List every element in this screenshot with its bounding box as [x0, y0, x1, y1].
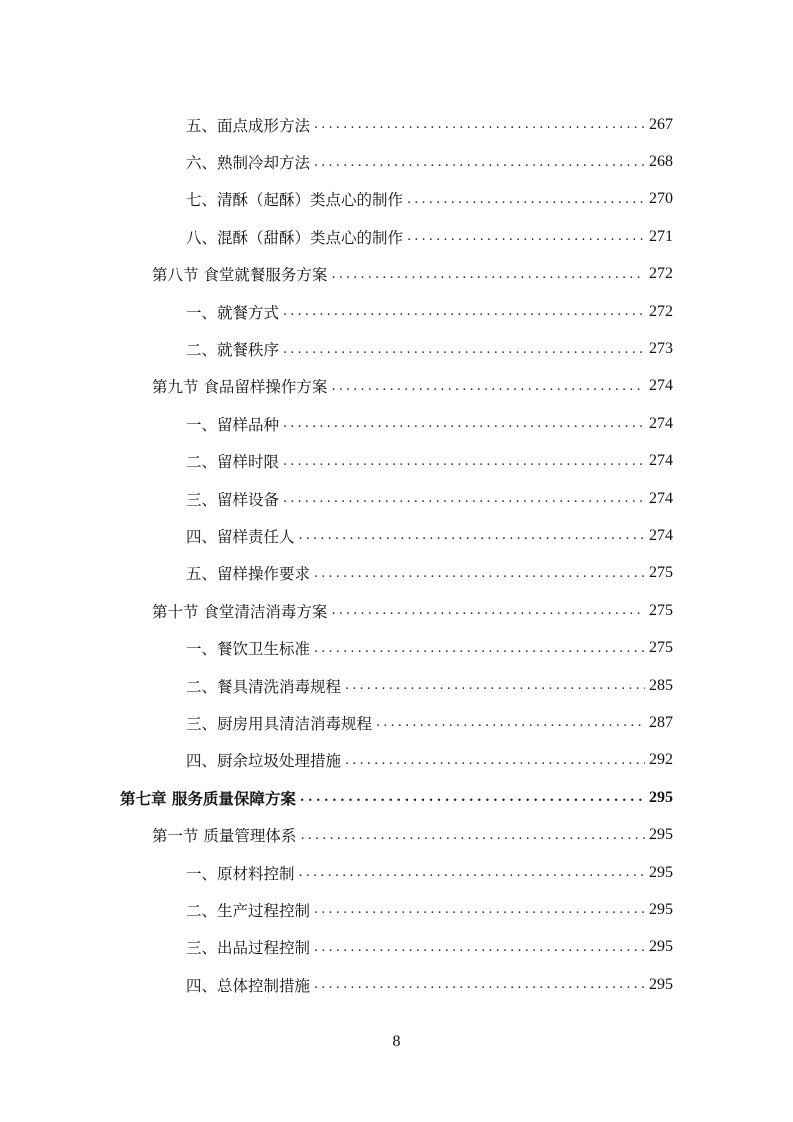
dot-leader — [314, 566, 645, 581]
toc-entry-title: 四、总体控制措施 — [186, 976, 311, 995]
dot-leader — [283, 416, 645, 431]
toc-item-entry[interactable] — [0, 330, 793, 367]
dot-leader — [283, 304, 645, 319]
toc-section-entry[interactable] — [0, 816, 793, 853]
toc-item-entry[interactable] — [0, 218, 793, 255]
toc-entry-title: 二、就餐秩序 — [186, 341, 280, 360]
toc-entry-page: 275 — [649, 564, 673, 582]
toc-item-entry[interactable] — [0, 555, 793, 592]
toc-entry-page: 274 — [649, 489, 673, 507]
toc-entry-title: 二、餐具清洗消毒规程 — [186, 677, 342, 696]
dot-leader — [345, 678, 645, 693]
table-of-contents — [0, 106, 793, 1003]
toc-entry-title: 一、留样品种 — [186, 415, 280, 434]
toc-item-entry[interactable] — [0, 181, 793, 218]
toc-entry-page: 295 — [649, 900, 673, 918]
toc-entry-page: 275 — [649, 639, 673, 657]
dot-leader — [345, 753, 645, 768]
dot-leader — [283, 342, 645, 357]
toc-entry-page: 273 — [649, 340, 673, 358]
toc-entry-page: 272 — [649, 302, 673, 320]
dot-leader — [331, 379, 645, 394]
dot-leader — [314, 940, 645, 955]
dot-leader — [314, 641, 645, 656]
dot-leader — [314, 902, 645, 917]
toc-section-entry[interactable] — [0, 368, 793, 405]
toc-entry-title: 二、留样时限 — [186, 453, 280, 472]
toc-item-entry[interactable] — [0, 405, 793, 442]
toc-entry-page: 274 — [649, 377, 673, 395]
dot-leader — [283, 454, 645, 469]
toc-entry-title: 一、原材料控制 — [186, 864, 295, 883]
toc-entry-page: 271 — [649, 227, 673, 245]
toc-entry-title: 四、留样责任人 — [186, 527, 295, 546]
toc-item-entry[interactable] — [0, 966, 793, 1003]
toc-entry-page: 287 — [649, 713, 673, 731]
toc-entry-title: 五、面点成形方法 — [186, 116, 311, 135]
toc-entry-title: 第九节 食品留样操作方案 — [152, 378, 328, 397]
toc-entry-title: 第七章 服务质量保障方案 — [120, 788, 296, 808]
toc-entry-page: 295 — [649, 975, 673, 993]
dot-leader — [314, 117, 645, 132]
toc-entry-title: 第十节 食堂清洁消毒方案 — [152, 602, 328, 621]
toc-section-entry[interactable] — [0, 256, 793, 293]
toc-entry-page: 274 — [649, 452, 673, 470]
dot-leader — [331, 603, 645, 618]
toc-item-entry[interactable] — [0, 891, 793, 928]
toc-entry-title: 三、厨房用具清洁消毒规程 — [186, 714, 373, 733]
dot-leader — [331, 267, 645, 282]
dot-leader — [299, 528, 645, 543]
toc-item-entry[interactable] — [0, 742, 793, 779]
toc-entry-title: 三、留样设备 — [186, 490, 280, 509]
toc-entry-title: 四、厨余垃圾处理措施 — [186, 752, 342, 771]
toc-item-entry[interactable] — [0, 106, 793, 143]
toc-entry-page: 295 — [649, 788, 673, 806]
dot-leader — [407, 192, 645, 207]
page-number: 8 — [392, 1033, 401, 1050]
toc-entry-title: 一、餐饮卫生标准 — [186, 640, 311, 659]
toc-entry-page: 295 — [649, 863, 673, 881]
toc-entry-title: 一、就餐方式 — [186, 303, 280, 322]
toc-entry-page: 274 — [649, 414, 673, 432]
toc-item-entry[interactable] — [0, 443, 793, 480]
toc-item-entry[interactable] — [0, 293, 793, 330]
dot-leader — [314, 155, 645, 170]
toc-entry-page: 295 — [649, 826, 673, 844]
toc-item-entry[interactable] — [0, 480, 793, 517]
toc-entry-page: 295 — [649, 938, 673, 956]
toc-entry-title: 第八节 食堂就餐服务方案 — [152, 266, 328, 285]
toc-section-entry[interactable] — [0, 592, 793, 629]
dot-leader — [300, 790, 645, 805]
toc-entry-page: 270 — [649, 190, 673, 208]
toc-entry-title: 三、出品过程控制 — [186, 939, 311, 958]
toc-entry-title: 七、清酥（起酥）类点心的制作 — [186, 191, 404, 210]
dot-leader — [407, 229, 645, 244]
toc-item-entry[interactable] — [0, 143, 793, 180]
toc-entry-title: 五、留样操作要求 — [186, 565, 311, 584]
toc-item-entry[interactable] — [0, 517, 793, 554]
toc-entry-page: 274 — [649, 526, 673, 544]
toc-item-entry[interactable] — [0, 854, 793, 891]
dot-leader — [376, 715, 645, 730]
toc-entry-page: 275 — [649, 601, 673, 619]
toc-entry-page: 267 — [649, 115, 673, 133]
toc-chapter-entry[interactable] — [0, 779, 793, 816]
toc-entry-page: 292 — [649, 751, 673, 769]
toc-entry-page: 285 — [649, 676, 673, 694]
toc-entry-title: 八、混酥（甜酥）类点心的制作 — [186, 228, 404, 247]
toc-entry-page: 268 — [649, 153, 673, 171]
toc-entry-title: 六、熟制冷却方法 — [186, 154, 311, 173]
toc-entry-title: 二、生产过程控制 — [186, 901, 311, 920]
dot-leader — [299, 865, 645, 880]
toc-entry-title: 第一节 质量管理体系 — [152, 827, 297, 846]
toc-entry-page: 272 — [649, 265, 673, 283]
dot-leader — [300, 828, 645, 843]
dot-leader — [314, 977, 645, 992]
toc-item-entry[interactable] — [0, 704, 793, 741]
toc-item-entry[interactable] — [0, 667, 793, 704]
dot-leader — [283, 491, 645, 506]
toc-item-entry[interactable] — [0, 929, 793, 966]
toc-item-entry[interactable] — [0, 629, 793, 666]
